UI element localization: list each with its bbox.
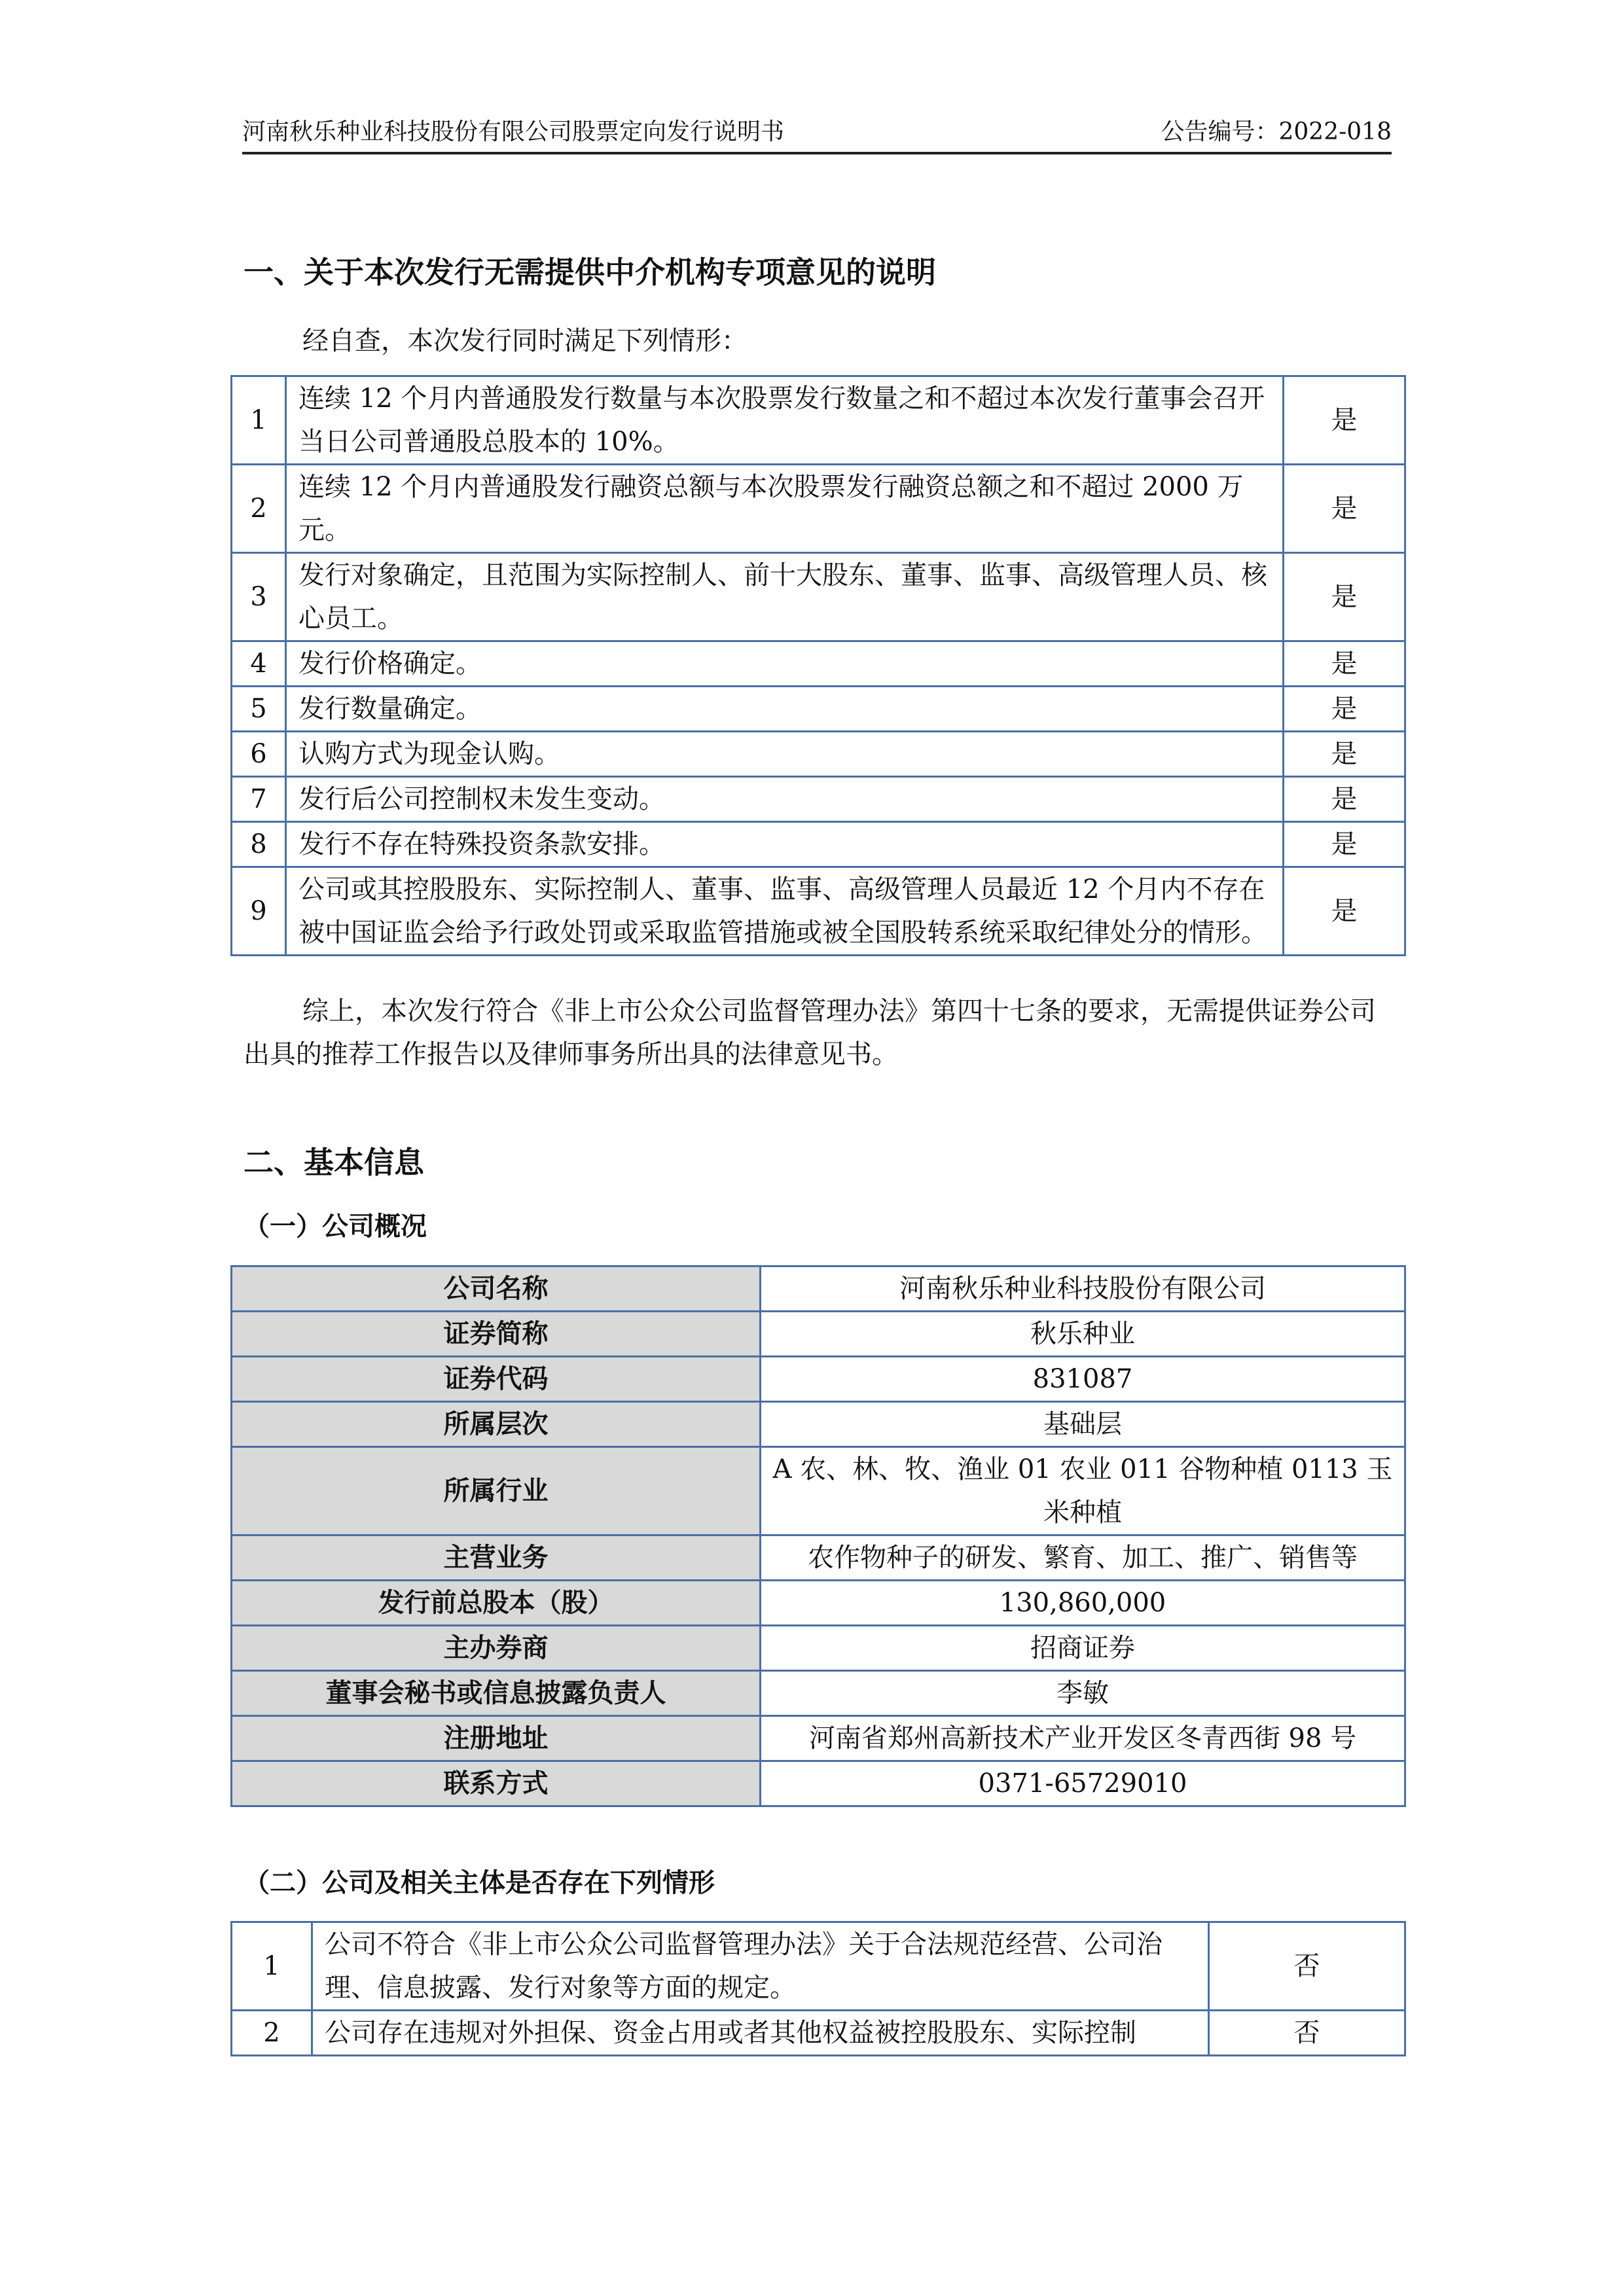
row-answer: 是 xyxy=(1284,867,1405,956)
row-text: 公司或其控股股东、实际控制人、董事、监事、高级管理人员最近 12 个月内不存在被中国证监会给予行政处罚或采取监管措施或被全国股转系统采取纪律处分的情形。 xyxy=(286,867,1284,956)
section1-intro: 经自查，本次发行同时满足下列情形： xyxy=(302,326,748,356)
table-row xyxy=(232,867,1405,956)
info-label: 董事会秘书或信息披露负责人 xyxy=(232,1671,761,1716)
row-text: 连续 12 个月内普通股发行融资总额与本次股票发行融资总额之和不超过 2000 万元。 xyxy=(286,465,1284,553)
info-value: 招商证券 xyxy=(761,1626,1405,1671)
info-label: 证券简称 xyxy=(232,1312,761,1357)
table-row xyxy=(232,732,1405,777)
table-row xyxy=(232,641,1405,687)
row-number: 6 xyxy=(232,732,286,777)
row-text: 认购方式为现金认购。 xyxy=(286,732,1284,777)
info-value: 农作物种子的研发、繁育、加工、推广、销售等 xyxy=(761,1535,1405,1581)
table-row xyxy=(232,687,1405,732)
document-title: 河南秋乐种业科技股份有限公司股票定向发行说明书 xyxy=(242,118,785,145)
table-row xyxy=(232,1761,1405,1806)
conditions-table xyxy=(230,375,1406,956)
table-row xyxy=(232,1581,1405,1626)
row-text: 发行数量确定。 xyxy=(286,687,1284,732)
table-row xyxy=(232,1447,1405,1535)
section2-title: 二、基本信息 xyxy=(244,1145,424,1180)
row-number: 3 xyxy=(232,553,286,641)
info-value: 130,860,000 xyxy=(761,1581,1405,1626)
row-number: 1 xyxy=(232,1922,312,2011)
table-row xyxy=(232,2011,1405,2056)
table-row xyxy=(232,1312,1405,1357)
table-row xyxy=(232,1922,1405,2011)
row-text: 连续 12 个月内普通股发行数量与本次股票发行数量之和不超过本次发行董事会召开当日公司普通股总股本的 10%。 xyxy=(286,376,1284,465)
info-label: 公司名称 xyxy=(232,1266,761,1312)
row-answer: 是 xyxy=(1284,376,1405,465)
row-answer: 否 xyxy=(1209,2011,1405,2056)
row-text: 发行对象确定，且范围为实际控制人、前十大股东、董事、监事、高级管理人员、核心员工。 xyxy=(286,553,1284,641)
info-value: 李敏 xyxy=(761,1671,1405,1716)
row-text: 发行后公司控制权未发生变动。 xyxy=(286,777,1284,822)
row-number: 2 xyxy=(232,2011,312,2056)
section1-title: 一、关于本次发行无需提供中介机构专项意见的说明 xyxy=(244,255,936,290)
info-label: 主营业务 xyxy=(232,1535,761,1581)
row-answer: 否 xyxy=(1209,1922,1405,2011)
table-row xyxy=(232,553,1405,641)
row-number: 9 xyxy=(232,867,286,956)
row-answer: 是 xyxy=(1284,553,1405,641)
company-overview-title: （一）公司概况 xyxy=(244,1211,427,1242)
table-row xyxy=(232,1716,1405,1761)
table-row xyxy=(232,1626,1405,1671)
row-text: 发行不存在特殊投资条款安排。 xyxy=(286,822,1284,867)
row-answer: 是 xyxy=(1284,641,1405,687)
related-parties-title: （二）公司及相关主体是否存在下列情形 xyxy=(244,1868,715,1898)
row-answer: 是 xyxy=(1284,822,1405,867)
info-value: 河南秋乐种业科技股份有限公司 xyxy=(761,1266,1405,1312)
section1-conclusion: 综上，本次发行符合《非上市公众公司监督管理办法》第四十七条的要求，无需提供证券公司出具的推荐工作报告以及律师事务所出具的法律意见书。 xyxy=(244,996,1376,1069)
notice-number: 公告编号：2022-018 xyxy=(1161,118,1392,145)
related-parties-table xyxy=(230,1921,1406,2056)
table-row xyxy=(232,822,1405,867)
info-value: 基础层 xyxy=(761,1402,1405,1447)
table-row xyxy=(232,1535,1405,1581)
page-header xyxy=(242,110,1392,154)
info-value: 秋乐种业 xyxy=(761,1312,1405,1357)
row-number: 1 xyxy=(232,376,286,465)
info-value: A 农、林、牧、渔业 01 农业 011 谷物种植 0113 玉米种植 xyxy=(761,1447,1405,1535)
row-answer: 是 xyxy=(1284,732,1405,777)
info-value: 0371-65729010 xyxy=(761,1761,1405,1806)
info-value: 831087 xyxy=(761,1357,1405,1402)
info-label: 所属行业 xyxy=(232,1447,761,1535)
table-row xyxy=(232,376,1405,465)
table-row xyxy=(232,1266,1405,1312)
row-number: 4 xyxy=(232,641,286,687)
row-number: 7 xyxy=(232,777,286,822)
info-label: 所属层次 xyxy=(232,1402,761,1447)
table-row xyxy=(232,465,1405,553)
table-row xyxy=(232,1357,1405,1402)
info-value: 河南省郑州高新技术产业开发区冬青西街 98 号 xyxy=(761,1716,1405,1761)
row-text: 公司不符合《非上市公众公司监督管理办法》关于合法规范经营、公司治理、信息披露、发行对象等方面的规定。 xyxy=(312,1922,1209,2011)
info-label: 注册地址 xyxy=(232,1716,761,1761)
row-text: 公司存在违规对外担保、资金占用或者其他权益被控股股东、实际控制 xyxy=(312,2011,1209,2056)
row-text: 发行价格确定。 xyxy=(286,641,1284,687)
company-info-table xyxy=(230,1265,1406,1807)
row-answer: 是 xyxy=(1284,777,1405,822)
info-label: 联系方式 xyxy=(232,1761,761,1806)
table-row xyxy=(232,1402,1405,1447)
table-row xyxy=(232,777,1405,822)
row-answer: 是 xyxy=(1284,687,1405,732)
info-label: 发行前总股本（股） xyxy=(232,1581,761,1626)
info-label: 证券代码 xyxy=(232,1357,761,1402)
row-answer: 是 xyxy=(1284,465,1405,553)
table-row xyxy=(232,1671,1405,1716)
row-number: 5 xyxy=(232,687,286,732)
row-number: 8 xyxy=(232,822,286,867)
row-number: 2 xyxy=(232,465,286,553)
info-label: 主办券商 xyxy=(232,1626,761,1671)
